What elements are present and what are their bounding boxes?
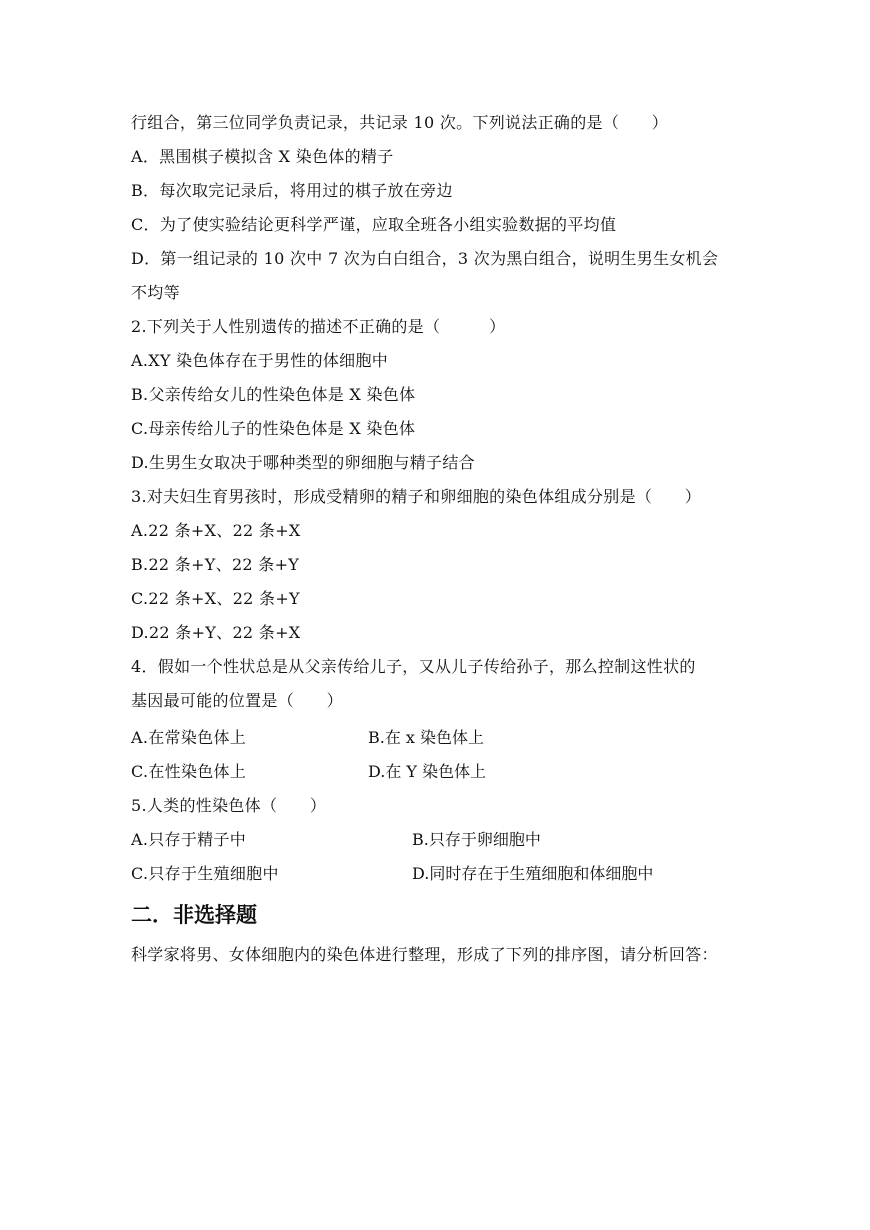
q4-option-d: D.在 Y 染色体上 [368, 762, 487, 781]
q2-option-d: D.生男生女取决于哪种类型的卵细胞与精子结合 [131, 453, 475, 472]
q5-option-c: C.只存于生殖细胞中 [131, 864, 279, 883]
section-intro: 科学家将男、女体细胞内的染色体进行整理，形成了下列的排序图，请分析回答： [131, 945, 718, 964]
q1-option-a: A．黑围棋子模拟含 X 染色体的精子 [131, 147, 394, 166]
q5-option-b: B.只存于卵细胞中 [412, 830, 541, 849]
q4-stem-line1: 4．假如一个性状总是从父亲传给儿子，又从儿子传给孙子，那么控制这性状的 [131, 657, 696, 676]
q4-option-b: B.在 x 染色体上 [368, 728, 485, 747]
q4-option-a: A.在常染色体上 [131, 728, 247, 747]
q4-option-c: C.在性染色体上 [131, 762, 247, 781]
q3-option-b: B.22 条+Y、22 条+Y [131, 555, 300, 574]
q1-option-c: C．为了使实验结论更科学严谨，应取全班各小组实验数据的平均值 [131, 215, 617, 234]
q1-option-d-line1: D．第一组记录的 10 次中 7 次为白白组合，3 次为黑白组合，说明生男生女机会 [131, 249, 719, 268]
q4-stem-line2: 基因最可能的位置是（ ） [131, 691, 343, 710]
q2-option-b: B.父亲传给女儿的性染色体是 X 染色体 [131, 385, 416, 404]
q2-option-c: C.母亲传给儿子的性染色体是 X 染色体 [131, 419, 416, 438]
q2-option-a: A.XY 染色体存在于男性的体细胞中 [131, 351, 389, 370]
q3-option-d: D.22 条+Y、22 条+X [131, 623, 301, 642]
q3-stem: 3.对夫妇生育男孩时，形成受精卵的精子和卵细胞的染色体组成分别是（ ） [131, 487, 702, 506]
q5-stem: 5.人类的性染色体（ ） [131, 796, 327, 815]
q2-stem: 2.下列关于人性别遗传的描述不正确的是（ ） [131, 317, 506, 336]
section-heading: 二．非选择题 [131, 903, 257, 927]
q3-option-a: A.22 条+X、22 条+X [131, 521, 301, 540]
q1-option-b: B．每次取完记录后，将用过的棋子放在旁边 [131, 181, 453, 200]
q5-option-a: A.只存于精子中 [131, 830, 247, 849]
q5-option-d: D.同时存在于生殖细胞和体细胞中 [412, 864, 654, 883]
q3-option-c: C.22 条+X、22 条+Y [131, 589, 300, 608]
q1-option-d-line2: 不均等 [131, 283, 180, 302]
q1-stem-end: 行组合，第三位同学负责记录，共记录 10 次。下列说法正确的是（ ） [131, 113, 669, 132]
